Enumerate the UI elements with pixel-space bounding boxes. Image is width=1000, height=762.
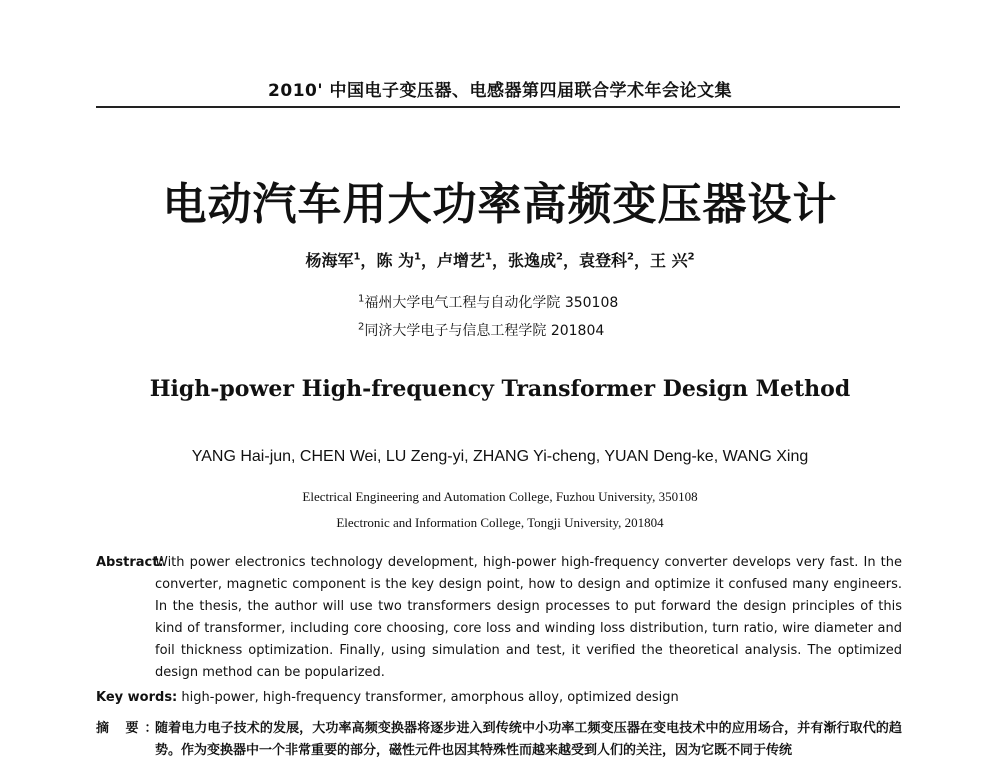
affiliation-text: 同济大学电子与信息工程学院 201804: [364, 323, 605, 339]
affiliation-chinese-1: [358, 292, 618, 312]
paper-title-english: High-power High-frequency Transformer Design Method: [149, 376, 851, 402]
paper-title-chinese: 电动汽车用大功率高频变压器设计: [162, 179, 838, 230]
author-affiliation-mark: 1: [414, 251, 421, 263]
header-rule: [96, 106, 900, 108]
affiliation-chinese-2: [358, 320, 604, 340]
affiliation-mark: 2: [358, 321, 365, 333]
author-name: 袁登科: [579, 251, 628, 270]
abstract-english: [96, 552, 902, 684]
keywords-english: [96, 690, 902, 705]
author-name: 张逸成: [508, 251, 557, 270]
author-separator: ，: [360, 251, 377, 270]
author-list-english: YANG Hai-jun, CHEN Wei, LU Zeng-yi, ZHANG Yi-cheng, YUAN Deng-ke, WANG Xing: [191, 448, 809, 465]
author-affiliation-mark: 1: [485, 251, 492, 263]
running-head: 2010' 中国电子变压器、电感器第四届联合学术年会论文集: [268, 81, 732, 101]
author-affiliation-mark: 2: [556, 251, 563, 263]
keywords-label: Key words:: [96, 690, 178, 705]
keywords-text: high-power, high-frequency transformer, amorphous alloy, optimized design: [181, 690, 679, 705]
author-affiliation-mark: 2: [687, 251, 695, 263]
author-separator: ，: [562, 251, 579, 270]
author-name: 陈 为: [376, 251, 415, 270]
author-affiliation-mark: 2: [627, 251, 634, 263]
author-separator: ，: [491, 251, 508, 270]
author-list-chinese: [0, 248, 1000, 271]
abstract-text: With power electronics technology development, high-power high-frequency converter develops very fast. In the converter, magnetic component is the key design point, how to design and optimize it confused many engineers. In the thesis, the author will use two transformers design processes to put forward the design principles of this kind of transformer, including core choosing, core loss and winding loss distribution, turn ratio, wire diameter and foil thickness optimization. Finally, using simulation and test, it verified the theoretical analysis. The optimized design method can be popularized.: [155, 555, 902, 680]
abstract-label: Abstract:: [96, 555, 164, 570]
abstract-chinese-text: 随着电力电子技术的发展，大功率高频变换器将逐步进入到传统中小功率工频变压器在变电技术中的应用场合，并有渐行取代的趋势。作为变换器中一个非常重要的部分，磁性元件也因其特殊性而越来越受到人们的关注，因为它既不同于传统: [155, 721, 902, 758]
author-name: 卢增艺: [437, 251, 486, 270]
affiliation-english-1: Electrical Engineering and Automation College, Fuzhou University, 350108: [302, 489, 698, 504]
abstract-chinese: [96, 718, 902, 762]
abstract-chinese-label: 摘 要：: [96, 721, 164, 736]
affiliation-text: 福州大学电气工程与自动化学院 350108: [364, 295, 619, 311]
author-affiliation-mark: 1: [353, 251, 361, 263]
author-name: 王 兴: [650, 251, 688, 270]
author-separator: ，: [633, 251, 650, 270]
author-separator: ，: [420, 251, 437, 270]
affiliation-english-2: Electronic and Information College, Tongji University, 201804: [336, 515, 664, 530]
affiliation-mark: 1: [358, 293, 365, 305]
author-name: 杨海军: [305, 251, 354, 270]
